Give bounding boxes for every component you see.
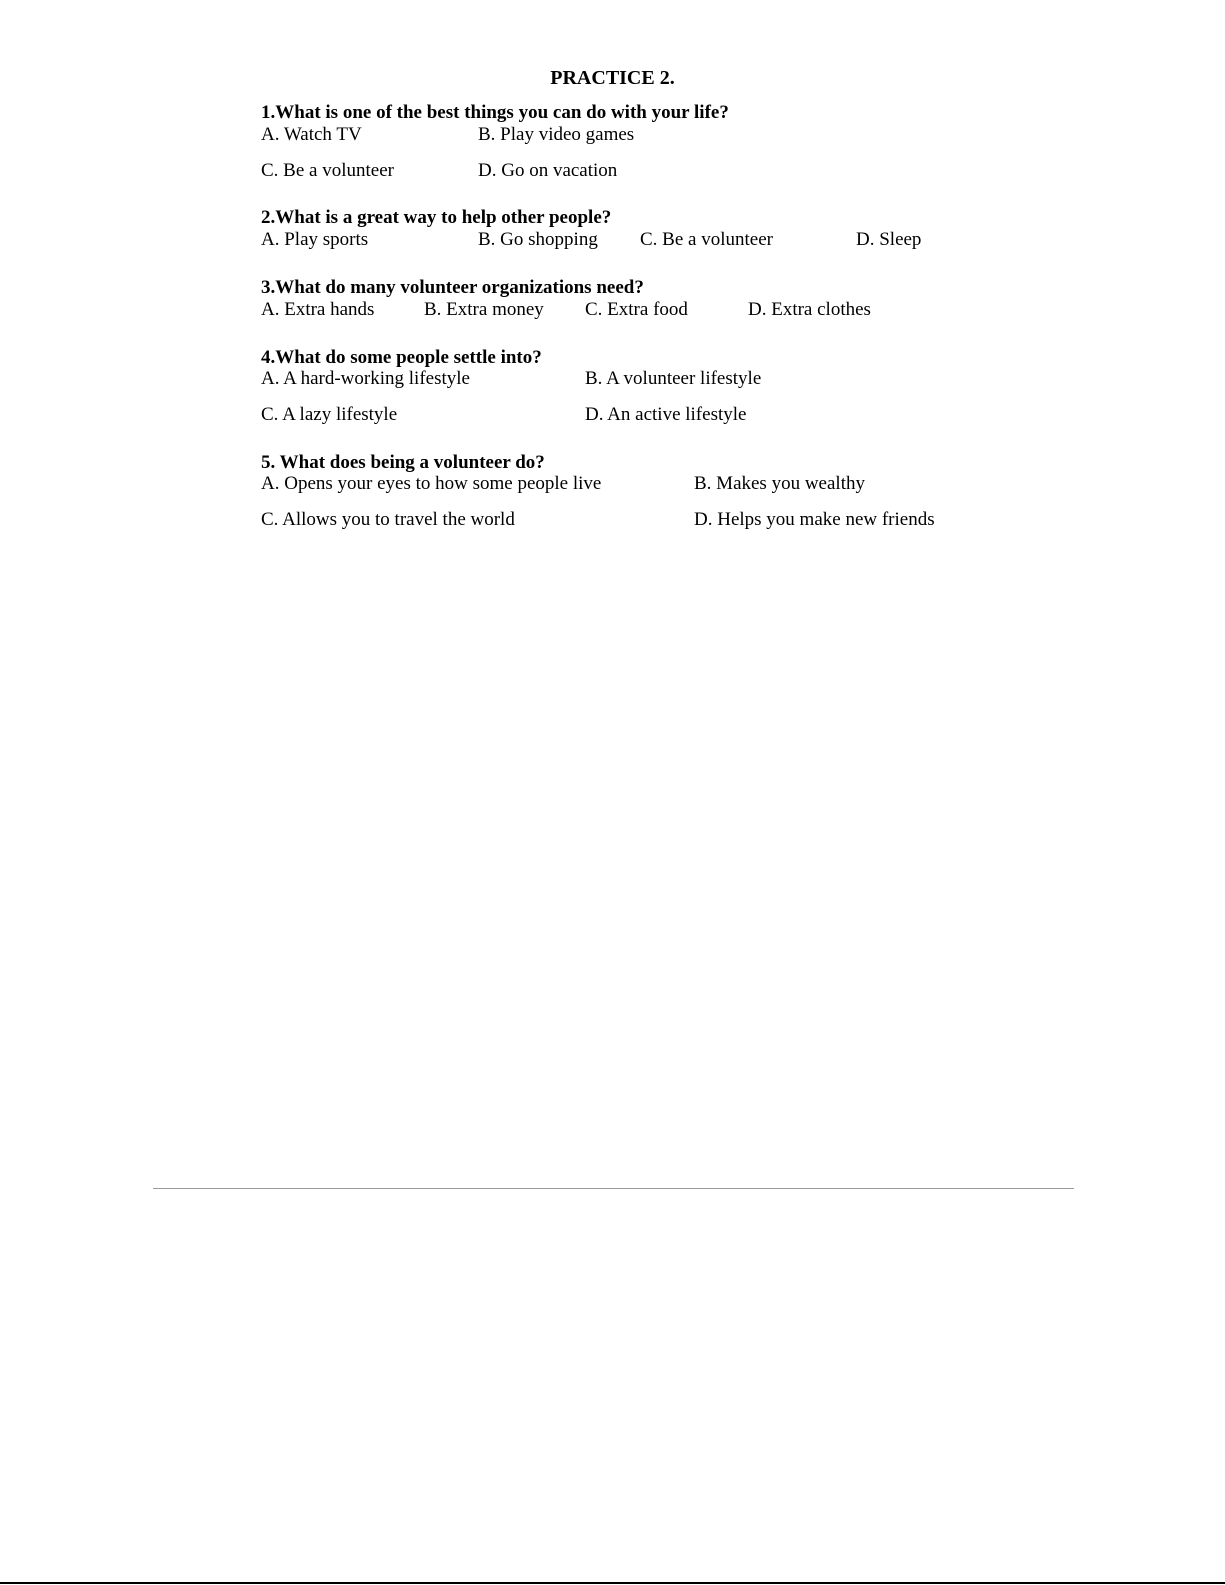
option-c: C. Extra food [585,299,688,320]
option-a: A. Watch TV [261,124,362,145]
option-b: B. Extra money [424,299,544,320]
option-c: C. A lazy lifestyle [261,404,398,425]
option-a: A. Extra hands [261,299,375,320]
option-b: B. Go shopping [478,229,598,250]
question-prompt: 1.What is one of the best things you can do with your life? [261,102,729,123]
question-prompt: 3.What do many volunteer organizations need? [261,277,644,298]
page-bottom-border [0,1582,1225,1584]
question-prompt: 5. What does being a volunteer do? [261,452,545,473]
option-b: B. A volunteer lifestyle [585,368,762,389]
option-d: D. Extra clothes [748,299,871,320]
option-d: D. Helps you make new friends [694,509,935,530]
option-b: B. Makes you wealthy [694,473,865,494]
question-prompt: 2.What is a great way to help other people? [261,207,612,228]
option-d: D. An active lifestyle [585,404,747,425]
page-title: PRACTICE 2. [550,67,675,89]
option-a: A. Opens your eyes to how some people live [261,473,602,494]
page-divider [153,1188,1074,1189]
option-c: C. Allows you to travel the world [261,509,515,530]
option-c: C. Be a volunteer [261,160,394,181]
option-a: A. A hard-working lifestyle [261,368,470,389]
option-b: B. Play video games [478,124,635,145]
question-prompt: 4.What do some people settle into? [261,347,542,368]
option-a: A. Play sports [261,229,369,250]
option-d: D. Sleep [856,229,922,250]
option-c: C. Be a volunteer [640,229,773,250]
option-d: D. Go on vacation [478,160,618,181]
